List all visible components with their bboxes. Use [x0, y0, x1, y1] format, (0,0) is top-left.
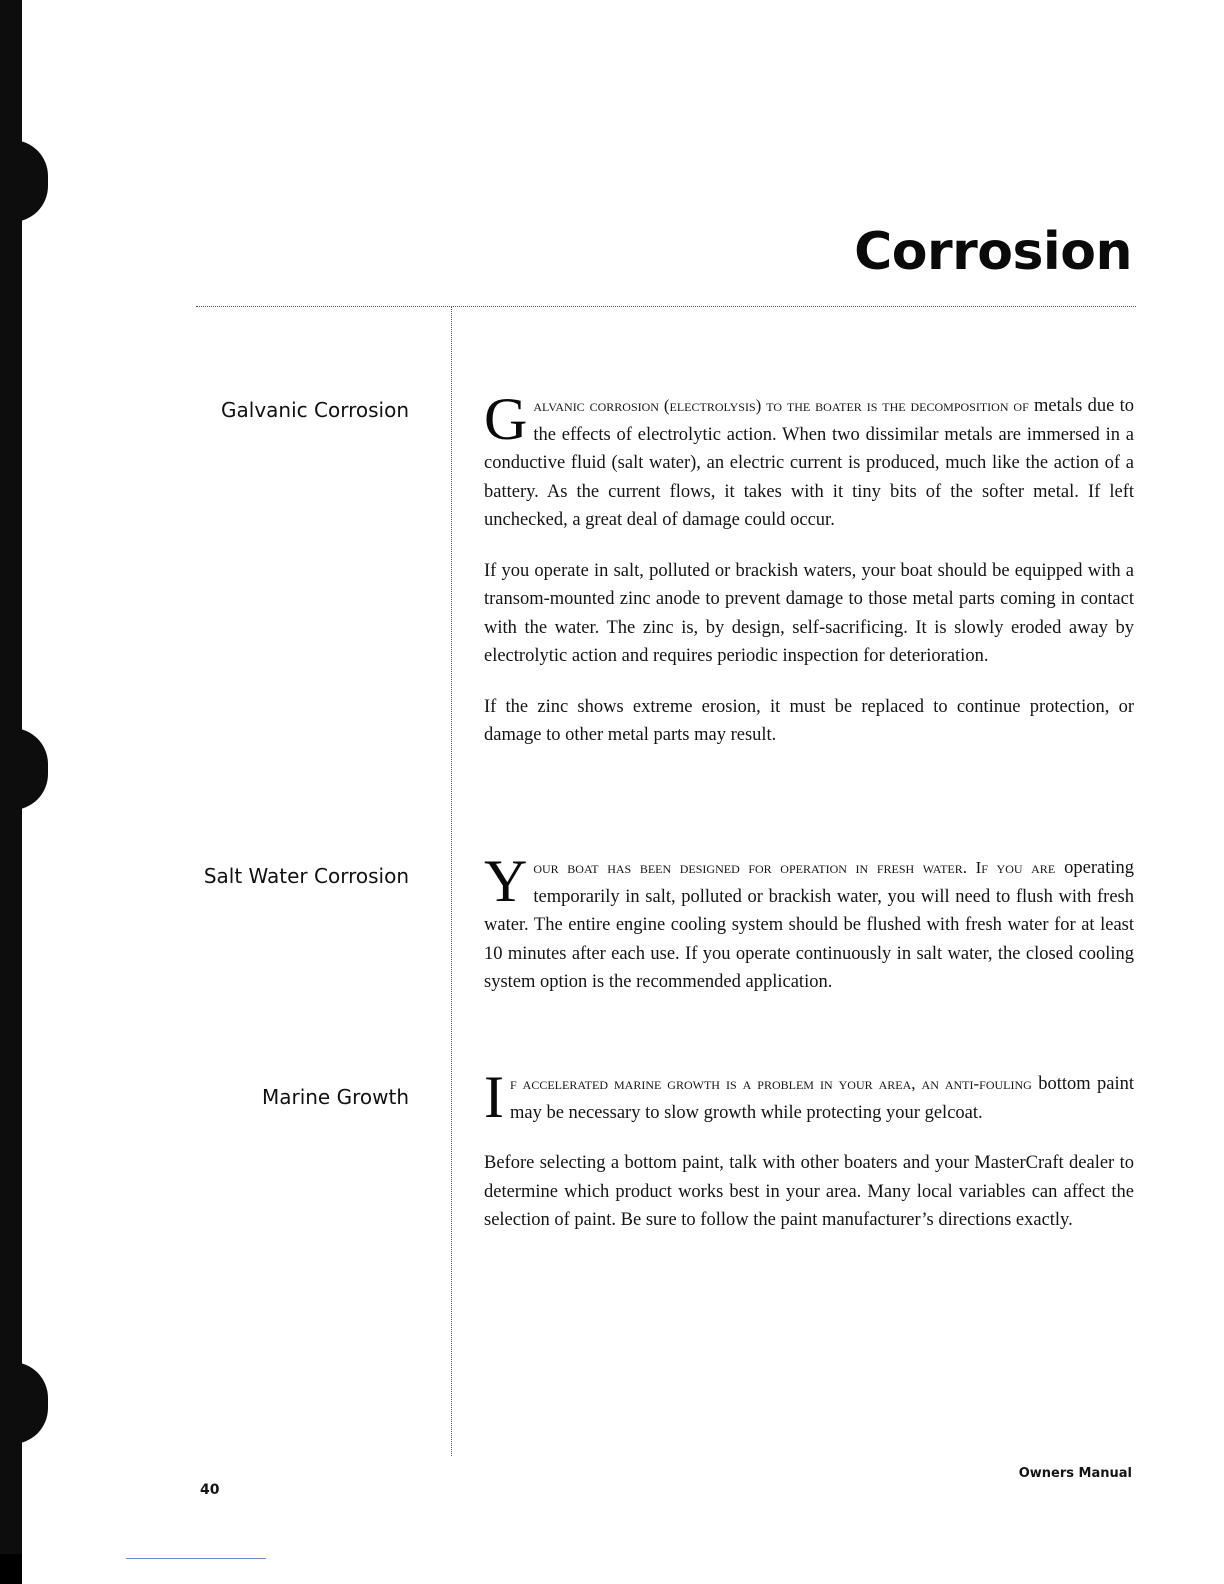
- section-heading-salt-water-corrosion: Salt Water Corrosion: [203, 864, 409, 888]
- section-paragraph: If you operate in salt, polluted or brackish waters, your boat should be equipped with a transom-mounted zinc anode to prevent damage to those metal parts coming in contact with the water. The zinc is, by design, self-sacrificing. It is slowly eroded away by electrolytic action and requires periodic inspection for deterioration.: [484, 560, 1134, 666]
- footer-label: Owners Manual: [1018, 1466, 1132, 1481]
- column-divider: [451, 306, 452, 1456]
- drop-cap: G: [484, 386, 528, 452]
- binding-hole-middle: [12, 728, 48, 810]
- section-paragraph: Before selecting a bottom paint, talk with other boaters and your MasterCraft dealer to determine which product works best in your area. Many local variables can affect the selection of paint. Be sure to follow the paint manufacturer’s directions exactly.: [484, 1153, 1134, 1230]
- binding-edge: [0, 0, 22, 1584]
- page-title: Corrosion: [854, 222, 1132, 282]
- section-paragraph: If the zinc shows extreme erosion, it must be replaced to continue protection, or damage to other metal parts may result.: [484, 696, 1134, 745]
- section-marine-growth: [484, 1064, 1134, 1257]
- lead-small-caps: alvanic corrosion (electrolysis) to the boater is the decomposition of: [533, 396, 1029, 415]
- binding-corner: [0, 1554, 22, 1584]
- section-galvanic-corrosion: [484, 386, 1134, 772]
- lead-small-caps: f accelerated marine growth is a problem in your area, an anti-fouling: [509, 1074, 1032, 1093]
- section-heading-marine-growth: Marine Growth: [261, 1085, 409, 1109]
- section-lead-paragraph: [484, 848, 1135, 997]
- header-divider: [196, 306, 1136, 307]
- section-lead-paragraph: [484, 386, 1134, 535]
- lead-small-caps: our boat has been designed for operation in fresh water. If you are: [533, 858, 1056, 877]
- drop-cap: I: [484, 1064, 504, 1130]
- section-heading-galvanic-corrosion: Galvanic Corrosion: [221, 398, 409, 422]
- binding-hole-top: [12, 140, 48, 222]
- section-lead-paragraph: [484, 1064, 1134, 1130]
- lead-text: metals due to the effects of electrolytic action. When two dissimilar metals are immersed in a conductive fluid (salt water), an electric current is produced, much like the action of a battery. As the current flows, it takes with it tiny bits of the softer metal. If left unchecked, a great deal of damage could occur.: [484, 396, 1134, 530]
- page-number: 40: [200, 1482, 220, 1498]
- drop-cap: Y: [484, 848, 528, 914]
- lead-text: bottom paint may be necessary to slow growth while protecting your gelcoat.: [509, 1074, 1134, 1123]
- scan-artifact-line: [126, 1558, 266, 1559]
- lead-text: operating temporarily in salt, polluted or brackish water, you will need to flush with fresh water. The entire engine cooling system should be flushed with fresh water for at least 10 minutes after each use. If you operate continuously in salt water, the closed cooling system option is the recommended application.: [484, 858, 1135, 992]
- binding-hole-bottom: [12, 1362, 48, 1444]
- section-salt-water-corrosion: [484, 848, 1135, 1019]
